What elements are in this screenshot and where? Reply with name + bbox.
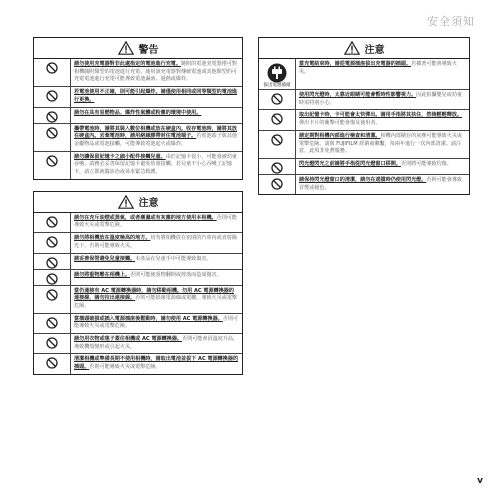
item-icon-cell: [34, 152, 71, 179]
page-number: v: [477, 476, 483, 486]
prohibited-icon: [46, 337, 58, 349]
item-text: [71, 124, 242, 151]
prohibited-icon: [46, 289, 58, 301]
item-highlight: 當充電結束時，請從電源插座拔出充電器的插頭。: [299, 61, 412, 67]
warning-header: [34, 38, 242, 59]
item-icon-cell: [34, 270, 71, 285]
item-rest: 否則可能會導致冒煙或褪色。: [299, 176, 463, 191]
safety-item: [34, 108, 242, 124]
safety-item: [34, 213, 242, 233]
item-highlight: 請勿在充斥油煙或蒸氣，或者潮濕或有灰塵的地方使用本相機。: [74, 214, 217, 221]
prohibited-icon: [46, 257, 58, 269]
item-text: [71, 108, 242, 123]
item-text: [71, 233, 242, 252]
safety-item: [259, 131, 469, 159]
right-caution-header: [259, 38, 469, 59]
item-highlight: 清潔相機或準備長期不使用相機時，請取出電池並拔下 AC 電源轉換器的插頭。: [74, 356, 239, 371]
safety-item: [34, 254, 242, 270]
safety-item: [34, 59, 242, 87]
item-icon-cell: [259, 175, 296, 194]
item-rest: 否則可能損壞電源線或電纜，導致火災或電擊危險。: [74, 295, 238, 309]
safety-item: [34, 286, 242, 314]
item-icon-cell: [34, 286, 71, 313]
item-text: [71, 87, 242, 106]
item-icon-cell: [259, 90, 296, 109]
item-highlight: 請勿將相機放在溫度極高的地方。: [74, 235, 151, 242]
item-icon-cell: [34, 254, 71, 269]
safety-item: [34, 233, 242, 253]
item-text: [296, 159, 469, 174]
safety-item: [259, 175, 469, 194]
item-rest: 若插著可能會導致火災。: [299, 61, 457, 75]
prohibited-icon: [271, 134, 283, 146]
item-text: [71, 286, 242, 313]
item-rest: 否則可能使重物翻倒或摔落而造成傷害。: [130, 271, 222, 278]
item-icon-cell: [259, 131, 296, 158]
item-text: [71, 354, 242, 373]
safety-item: [34, 354, 242, 373]
item-text: [71, 254, 242, 269]
item-icon-cell: [34, 59, 71, 86]
item-icon-cell: [259, 159, 296, 174]
item-highlight: 請勿讓保留記憶卡之細小配件接觸兒童。: [74, 153, 166, 160]
item-highlight: 取出記憶卡時，卡可能會太快彈出。請用手指將其扶住，然後輕輕釋放。: [299, 112, 463, 119]
item-rest: 由於記憶卡很小，可能會被幼童吞嚥，請務必妥善保留記憶卡避免幼童接觸。若兒童不小心吞嚥了記憶卡，請立即就醫診治或尋求緊急救護。: [74, 153, 238, 176]
item-text: [296, 110, 469, 129]
item-text: [71, 59, 242, 86]
prohibited-icon: [46, 273, 58, 285]
item-text: [71, 314, 242, 333]
safety-item: [34, 87, 242, 107]
item-icon-cell: [34, 334, 71, 353]
safety-item: [259, 159, 469, 175]
item-rest: 相機內部積存的灰塵可能導致火災或電擊危險。請與 FUJIFILM 經銷商聯繫，每兩年進行一次內部清潔。請注意，此項非免費服務。: [299, 132, 463, 155]
prohibited-icon: [46, 90, 58, 102]
prohibited-icon: [271, 162, 283, 174]
caution-title: 注意: [138, 198, 159, 210]
item-icon-cell: [34, 354, 71, 373]
item-highlight: 當插頭破損或插入電源插座後鬆動時，請勿使用 AC 電源轉換器。: [74, 315, 223, 322]
item-highlight: 請勿將重物壓在相機上。: [74, 271, 131, 278]
item-icon-cell: [34, 213, 71, 232]
item-rest: 本產品在兒童手中可能導致傷害。: [135, 255, 212, 262]
unplug-label: 拔出電源插頭: [263, 83, 291, 88]
item-highlight: 當仍連接有 AC 電源轉換器時，請勿移動相機。勿用 AC 電源轉換器的連接線，請勿拉出連接線。: [74, 287, 234, 302]
item-highlight: 使用閃光燈時，太靠近眼睛可能會暫時性影響視力。: [299, 92, 417, 98]
prohibited-icon: [46, 155, 58, 167]
item-text: [71, 213, 242, 232]
item-rest: 否則可能會因溫度升高，導致機殼變形或引起火災。: [74, 336, 239, 350]
item-rest: 切勿將相機放在密閉的汽車內或直射陽光下，否則可能導致火災。: [74, 235, 238, 249]
caution-rows: [34, 213, 242, 374]
item-rest: 否則可能導致火災或電擊危險。: [74, 214, 238, 229]
item-text: [296, 131, 469, 158]
item-rest: 否則將可能導致灼傷。: [400, 160, 452, 167]
item-icon-cell: [34, 124, 71, 151]
safety-item: [259, 90, 469, 110]
warning-triangle-icon: [118, 195, 134, 209]
item-highlight: 若電池使用不正確，則可能引起爆炸。請僅使用相同或同等類型的電池進行更換。: [74, 89, 238, 103]
item-text: [71, 152, 242, 179]
unplug-text: [296, 59, 469, 89]
item-highlight: 請勿在具有易燃物品、爆炸性氣體或粉塵的環境中使用。: [74, 109, 202, 116]
item-text: [71, 270, 242, 285]
right-rows: [259, 90, 469, 194]
item-highlight: 請勿使用充電器對非此處指定的電池進行充電。: [74, 61, 181, 67]
caution-header: [34, 192, 242, 213]
prohibited-icon: [46, 236, 58, 248]
warning-rows: [34, 59, 242, 179]
item-rest: 否則可能導致火災或電擊危險。: [89, 364, 161, 371]
item-icon-cell: [34, 108, 71, 123]
item-highlight: 請保持閃光燈窗口的清潔，請勿在遮擋時仍使用閃光燈。: [299, 176, 427, 183]
prohibited-icon: [46, 357, 58, 369]
item-icon-cell: [34, 87, 71, 106]
right-column: [258, 37, 470, 206]
unplug-icon: [267, 63, 287, 83]
warning-triangle-icon: [344, 41, 360, 55]
safety-item: [34, 334, 242, 354]
caution-box: [33, 191, 243, 375]
warning-triangle-icon: [118, 41, 134, 55]
item-highlight: 閃光燈閃光之前請將手指從閃光燈窗口移開。: [299, 160, 401, 167]
item-icon-cell: [34, 233, 71, 252]
prohibited-icon: [271, 93, 283, 105]
item-highlight: 請定期對相機內部進行檢查和清潔。: [299, 132, 381, 139]
item-icon-cell: [34, 314, 71, 333]
unplug-row: [259, 59, 469, 90]
item-rest: 因此拍攝嬰兒或幼童時需特別小心。: [299, 92, 463, 106]
right-caution-box: [258, 37, 470, 195]
prohibited-icon: [46, 216, 58, 228]
safety-item: [259, 110, 469, 130]
item-text: [296, 175, 469, 194]
item-highlight: 請勿用衣物或毯子蓋住相機或 AC 電源轉換器。: [74, 336, 183, 343]
safety-item: [34, 124, 242, 152]
right-caution-title: 注意: [364, 44, 385, 56]
item-rest: 否則可能導致火災或電擊危險。: [74, 315, 239, 330]
prohibited-icon: [46, 127, 58, 139]
page-title: 安全須知: [427, 15, 475, 28]
safety-item: [34, 270, 242, 286]
prohibited-icon: [46, 111, 58, 123]
item-rest: 若電池端子與其他金屬物品或電池接觸，可能導致電池起火或爆炸。: [74, 133, 238, 147]
item-text: [71, 334, 242, 353]
prohibited-icon: [46, 62, 58, 74]
prohibited-icon: [271, 113, 283, 125]
item-highlight: 攜帶電池時，請將其裝入數位相機或放在硬盒內。收存電池時，請將其放在硬盒內。丟棄電池時，請用絕緣膠帶封住電池端子。: [74, 125, 238, 140]
item-text: [296, 90, 469, 109]
prohibited-icon: [271, 178, 283, 190]
item-highlight: 請妥善保管避免兒童接觸。: [74, 255, 136, 262]
item-rest: 隨附的電池充電器僅可對相機隨附類型的電池進行充電。使用該充電器對傳統電池或其他類型的可充電電池進行充電可能導致電池漏液、過熱或爆炸。: [74, 61, 238, 83]
warning-box: [33, 37, 243, 180]
safety-item: [34, 314, 242, 334]
prohibited-icon: [46, 317, 58, 329]
item-icon-cell: [259, 110, 296, 129]
safety-item: [34, 152, 242, 179]
unplug-cell: [259, 59, 296, 89]
left-column: [33, 37, 243, 386]
warning-title: 警告: [138, 44, 159, 56]
item-rest: 彈出卡片的衝擊可能會傷及使用者。: [299, 120, 381, 127]
